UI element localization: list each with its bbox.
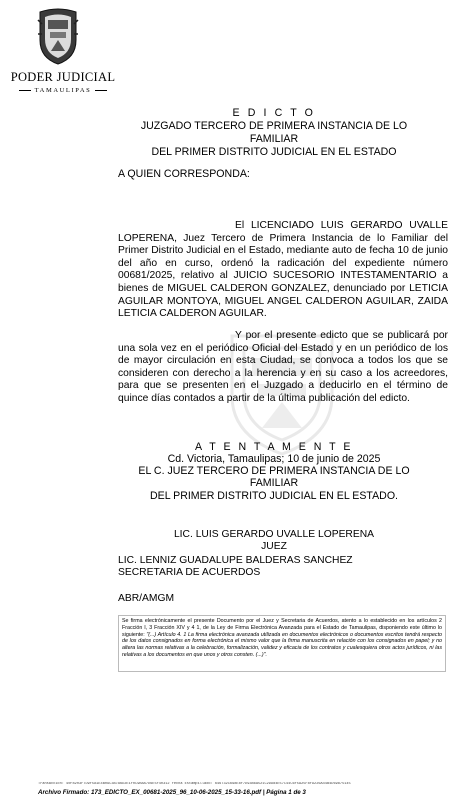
judge-role: JUEZ (261, 541, 287, 553)
judge-title-line-1: EL C. JUEZ TERCERO DE PRIMERA INSTANCIA DE LO FAMILIAR (138, 465, 410, 490)
initials: ABR/AMGM (118, 593, 175, 604)
court-name (118, 120, 430, 159)
paragraph-1-text: El LICENCIADO LUIS GERARDO UVALLE LOPERENA, Juez Tercero de Primera Instancia de lo Familiar del Primer Distrito Judicial en el Estado, mediante auto de fecha 10 de junio del año en curso, ordenó la radicación del expediente número 00681/2025, relativo al JUICIO SUCESORIO INTESTAMENTARIO a bienes de MIGUEL CALDERON GONZALEZ, denunciado por LETICIA AGUILAR MONTOYA, MIGUEL ANGEL CALDERON AGUILAR, ZAIDA LETICIA CALDERON AGUILAR. (118, 220, 448, 320)
document-title: E D I C T O (232, 107, 316, 119)
org-state-label: TAMAULIPAS (34, 87, 92, 94)
judge-signature (118, 529, 430, 554)
secretary-role: SECRETARIA DE ACUERDOS (118, 567, 261, 579)
judge-name: LIC. LUIS GERARDO UVALLE LOPERENA (173, 529, 375, 540)
secretary-signature (118, 555, 353, 580)
org-name: PODER JUDICIAL (10, 70, 116, 84)
coat-of-arms-icon (36, 6, 80, 66)
court-line-1: JUZGADO TERCERO DE PRIMERA INSTANCIA DE LO FAMILIAR (140, 120, 408, 145)
closing: A T E N T A M E N T E (195, 441, 353, 453)
archivo-firmado: Archivo Firmado: 173_EDICTO_EX_00681-2025_96_10-06-2025_15-33-16.pdf | Página 1 de 3 (38, 789, 306, 796)
transaction-line: Transacción: 40F8203F7D9F5A1E4B09C3B7A6D2E1F0C9B8A7D6E5F40312 Fecha Estampillado: 6467321698E8F7D93B6A521C29984E57C44C6F5A25F8F9226A44B4D69875145 (38, 782, 351, 786)
place-date: Cd. Victoria, Tamaulipas; 10 de junio de 2025 (167, 453, 381, 465)
efirma-quote: "(...) Artículo 4. 1 La firma electrónica avanzada utilizada en documentos electrónicos o documentos escritos tendrá respecto de los datos consignados en forma electrónica el mismo valor que la firma manuscrita en relación con los consignados en papel; y no altera las normas relativas a la celebración, formalización, validez y eficacia de los contratos y cualesquiera otros actos jurídicos, ni las relativas a los documentos en que unos y otros consten. (...)". (122, 631, 442, 658)
court-line-2: DEL PRIMER DISTRITO JUDICIAL EN EL ESTADO (151, 146, 397, 158)
efirma-text: Se firma electrónicamente el presente Documento por el Juez y Secretaria de Acuerdos, atento a lo establecido en los artículos 2 Fracción I, 3 Fracción XIV y 4 1, de la Ley de Firma Electrónica Avanzada para el Estado de Tamaulipas, disponiendo este último lo siguiente: (122, 618, 442, 638)
judge-title-line-2: DEL PRIMER DISTRITO JUDICIAL EN EL ESTADO. (149, 489, 398, 502)
org-state (10, 86, 116, 95)
body-paragraph-1 (118, 220, 448, 321)
judge-title (118, 465, 430, 502)
electronic-signature-notice (118, 615, 446, 672)
paragraph-2-text: Y por el presente edicto que se publicará por una sola vez en el periódico Oficial del Estado y en un periódico de los de mayor circulación en esta Ciudad, se convoca a todos los que se consideren con derecho a la herencia y en su caso a los acreedores, para que se presenten en el Juzgado a deducirlo en el término de quince días contados a partir de la última publicación del edicto. (118, 330, 448, 404)
addressee: A QUIEN CORRESPONDA: (118, 168, 250, 180)
secretary-name: LIC. LENNIZ GUADALUPE BALDERAS SANCHEZ (118, 555, 353, 566)
body-paragraph-2 (118, 330, 448, 406)
